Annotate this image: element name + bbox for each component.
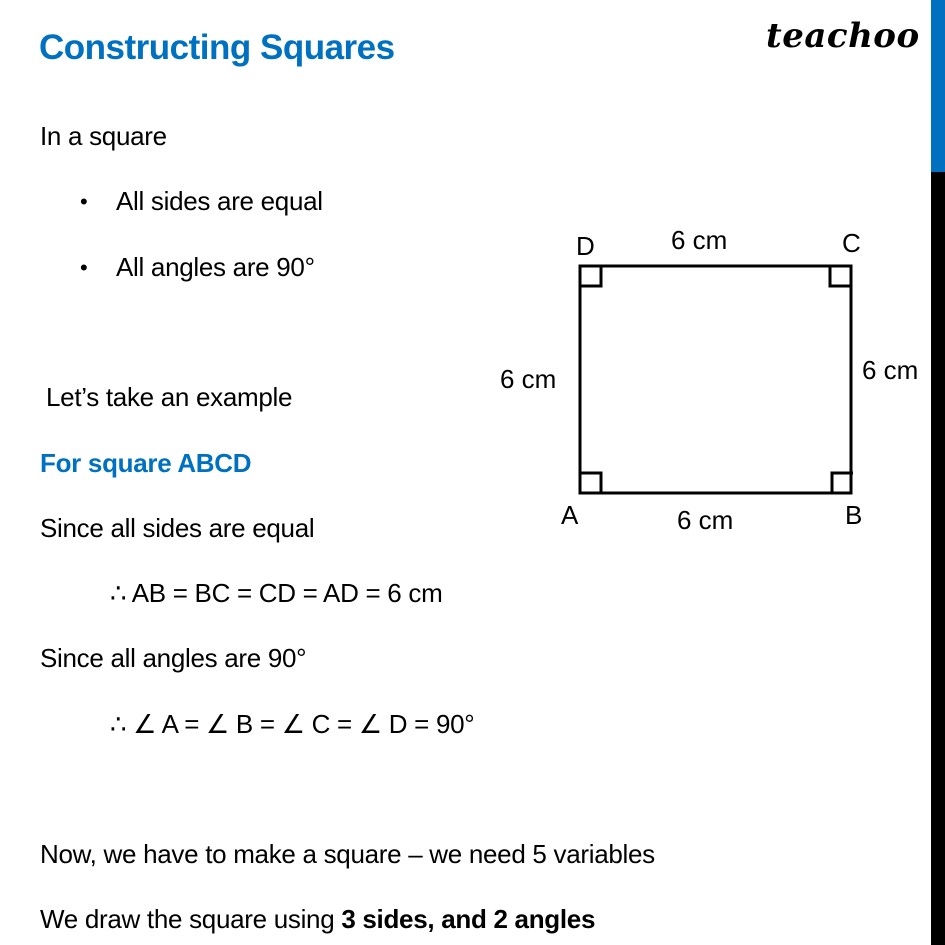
side-label-top: 6 cm bbox=[671, 225, 728, 255]
right-angle-marker-a bbox=[580, 473, 601, 493]
bullet-dot-icon: • bbox=[80, 255, 88, 280]
vertex-label-b: B bbox=[845, 500, 863, 530]
need-variables-text: Now, we have to make a square – we need 5 variables bbox=[40, 839, 655, 869]
right-angle-marker-d bbox=[580, 266, 601, 286]
side-label-right: 6 cm bbox=[862, 355, 919, 385]
draw-method-text bbox=[40, 904, 595, 934]
right-angle-marker-b bbox=[832, 473, 853, 493]
vertex-label-a: A bbox=[561, 500, 579, 530]
vertex-label-c: C bbox=[842, 228, 861, 258]
draw-method-prefix: We draw the square using bbox=[40, 904, 342, 934]
sides-reason: Since all sides are equal bbox=[40, 513, 315, 543]
square-outline bbox=[580, 266, 851, 493]
example-heading: For square ABCD bbox=[40, 448, 252, 478]
side-label-bottom: 6 cm bbox=[677, 505, 734, 535]
right-angle-marker-c bbox=[830, 266, 851, 286]
draw-method-bold: 3 sides, and 2 angles bbox=[341, 904, 596, 934]
bullet-item-angles: All angles are 90° bbox=[116, 252, 315, 282]
sidebar-dark-bar bbox=[931, 172, 945, 945]
bullet-dot-icon: • bbox=[80, 189, 88, 214]
sidebar-accent-bar bbox=[931, 0, 945, 172]
angles-conclusion: ∴ ∠ A = ∠ B = ∠ C = ∠ D = 90° bbox=[110, 709, 475, 739]
bullet-item-sides: All sides are equal bbox=[116, 186, 323, 216]
page-title: Constructing Squares bbox=[39, 28, 395, 67]
example-intro: Let’s take an example bbox=[46, 382, 293, 412]
sides-conclusion: ∴ AB = BC = CD = AD = 6 cm bbox=[110, 578, 443, 608]
angles-reason: Since all angles are 90° bbox=[40, 643, 307, 673]
intro-text: In a square bbox=[40, 121, 167, 151]
teachoo-logo: teachoo bbox=[766, 16, 920, 56]
side-label-left: 6 cm bbox=[500, 364, 557, 394]
vertex-label-d: D bbox=[576, 231, 595, 261]
